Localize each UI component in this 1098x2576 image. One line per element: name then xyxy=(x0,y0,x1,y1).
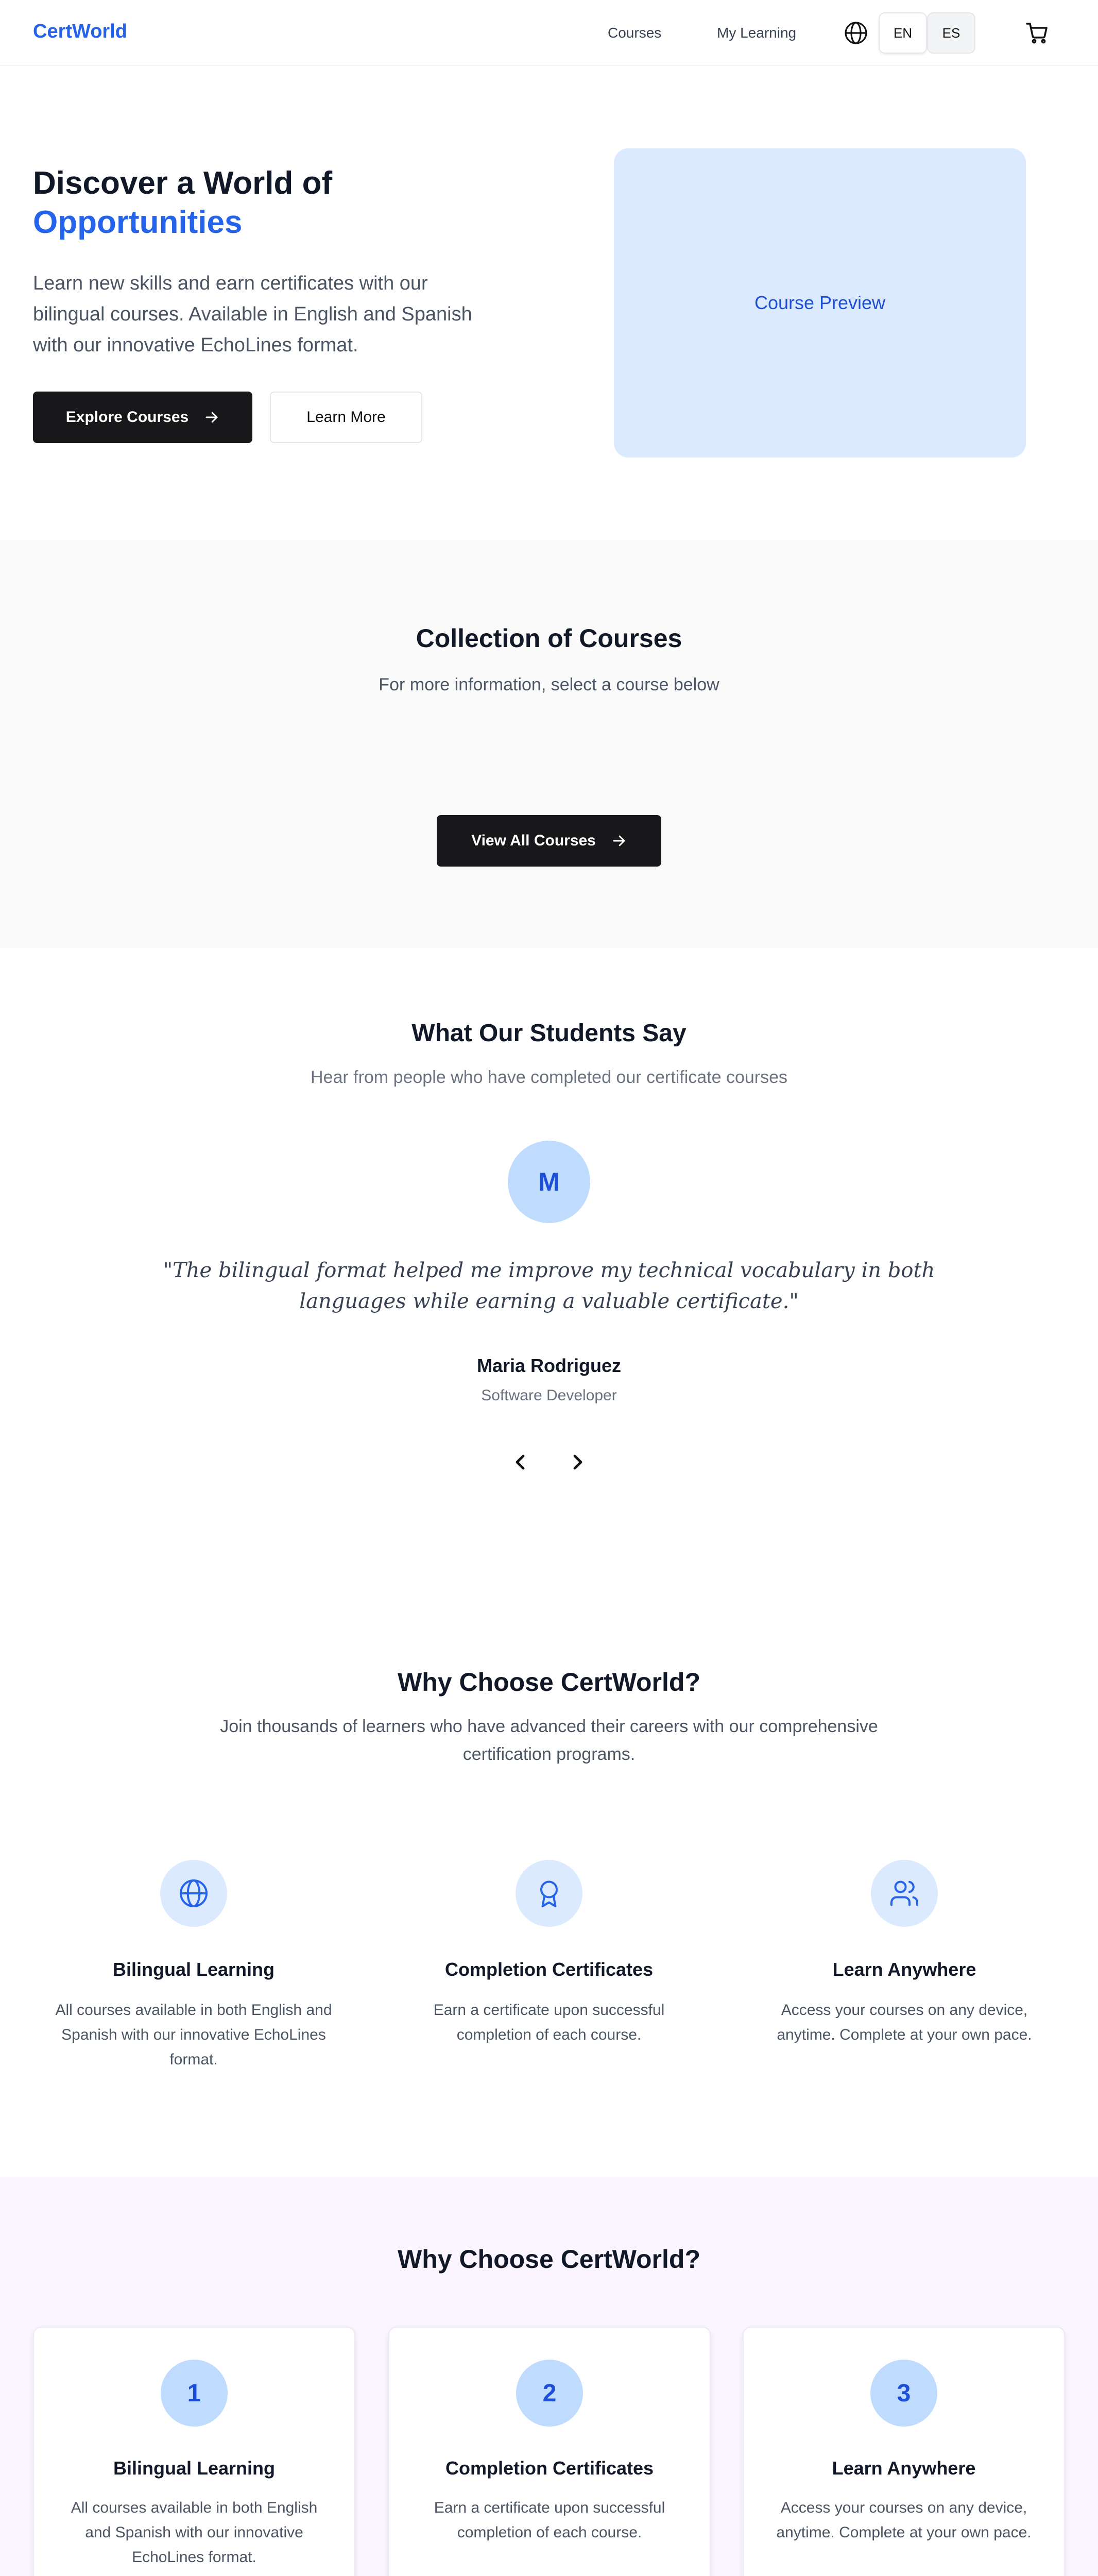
feature-desc: Earn a certificate upon successful completion of each course. xyxy=(433,2002,665,2043)
top-navbar xyxy=(0,0,1098,66)
card-desc: All courses available in both English and Spanish with our innovative EchoLines format. xyxy=(71,2499,318,2566)
feature-card xyxy=(33,2327,355,2576)
feature-title: Completion Certificates xyxy=(444,1959,654,1980)
arrow-right-icon xyxy=(611,833,627,849)
card-title: Bilingual Learning xyxy=(113,2458,275,2479)
testimonials-subtitle: Hear from people who have completed our certificate courses xyxy=(310,1067,788,1087)
why-title: Why Choose CertWorld? xyxy=(398,1668,700,1697)
hero-title-line1: Discover a World of xyxy=(33,165,333,201)
lang-en-button[interactable]: EN xyxy=(879,12,927,54)
view-all-courses-button[interactable] xyxy=(437,815,661,867)
view-all-courses-label: View All Courses xyxy=(471,832,596,849)
cart-icon[interactable] xyxy=(1025,21,1050,45)
feature-anywhere xyxy=(760,1860,1049,2047)
feature-title: Bilingual Learning xyxy=(112,1959,274,1980)
explore-courses-label: Explore Courses xyxy=(65,409,189,426)
testimonial-name: Maria Rodriguez xyxy=(476,1355,622,1376)
collection-section xyxy=(0,540,1098,948)
card-title: Learn Anywhere xyxy=(832,2458,976,2479)
card-title: Completion Certificates xyxy=(445,2458,654,2479)
card-desc: Earn a certificate upon successful completion of each course. xyxy=(434,2499,665,2541)
feature-card xyxy=(388,2327,711,2576)
step-number: 3 xyxy=(870,2360,937,2427)
lang-es-button[interactable]: ES xyxy=(927,12,975,54)
next-testimonial-icon[interactable] xyxy=(565,1450,590,1475)
explore-courses-button[interactable] xyxy=(33,392,252,443)
testimonial-quote: "The bilingual format helped me improve my technical vocabulary in both languages while earning a valuable certificate." xyxy=(163,1259,935,1313)
learn-more-button[interactable]: Learn More xyxy=(270,392,422,443)
step-number: 2 xyxy=(516,2360,583,2427)
brand-logo[interactable]: CertWorld xyxy=(33,21,127,42)
feature-icon-wrap xyxy=(516,1860,582,1927)
hero-title xyxy=(33,164,332,242)
course-preview-label: Course Preview xyxy=(754,292,886,313)
why-cards-title: Why Choose CertWorld? xyxy=(398,2245,700,2274)
globe-icon[interactable] xyxy=(844,21,868,45)
collection-title: Collection of Courses xyxy=(416,624,682,653)
feature-certificates xyxy=(405,1860,693,2047)
course-preview xyxy=(614,148,1026,457)
nav-link-courses[interactable]: Courses xyxy=(608,25,662,41)
feature-icon-wrap xyxy=(160,1860,227,1927)
nav-link-my-learning[interactable]: My Learning xyxy=(717,25,797,41)
users-icon xyxy=(889,1878,920,1909)
feature-desc: All courses available in both English and Spanish with our innovative EchoLines format. xyxy=(55,2002,332,2068)
why-subtitle: Join thousands of learners who have advanced their careers with our comprehensive certification programs. xyxy=(220,1717,878,1764)
globe-icon xyxy=(178,1878,209,1909)
feature-icon-wrap xyxy=(871,1860,938,1927)
card-desc: Access your courses on any device, anytime. Complete at your own pace. xyxy=(776,2499,1032,2541)
collection-subtitle: For more information, select a course below xyxy=(379,675,719,694)
feature-desc: Access your courses on any device, anytime. Complete at your own pace. xyxy=(777,2002,1032,2043)
step-number: 1 xyxy=(161,2360,228,2427)
testimonial-role: Software Developer xyxy=(481,1387,617,1404)
avatar: M xyxy=(508,1141,590,1223)
hero-title-accent: Opportunities xyxy=(33,205,243,240)
hero-subtitle: Learn new skills and earn certificates with our bilingual courses. Available in English and Spanish with our innovative EchoLines format. xyxy=(33,273,472,356)
feature-card xyxy=(743,2327,1065,2576)
prev-testimonial-icon[interactable] xyxy=(508,1450,533,1475)
arrow-right-icon xyxy=(204,410,219,425)
feature-title: Learn Anywhere xyxy=(832,1959,976,1980)
award-icon xyxy=(534,1878,564,1909)
feature-bilingual xyxy=(49,1860,338,2072)
testimonials-title: What Our Students Say xyxy=(411,1020,687,1047)
